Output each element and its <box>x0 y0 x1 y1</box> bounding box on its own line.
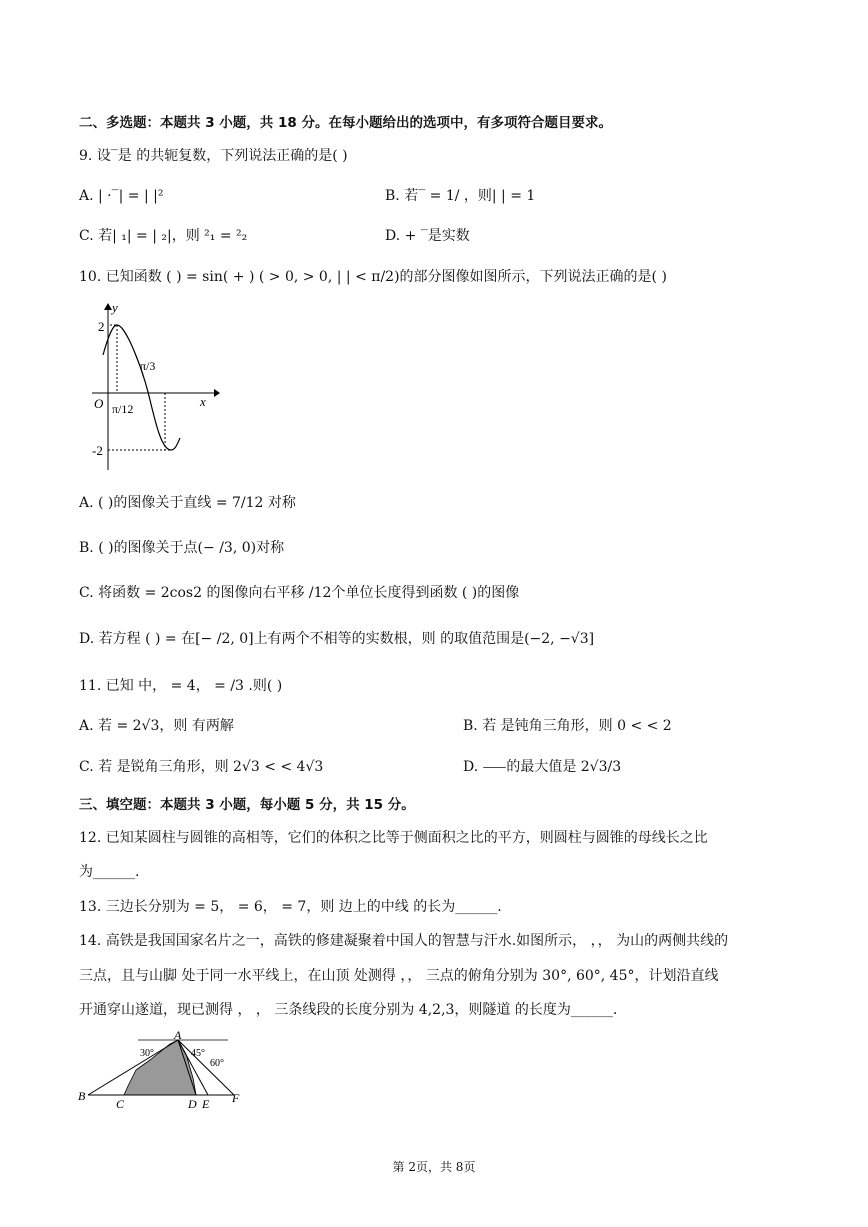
question-13-stem: 13. 三边长分别为 = 5， = 6， = 7，则 边上的中线 的长为______. <box>79 899 502 915</box>
x-axis-arrow <box>214 389 220 397</box>
point-f-label: F <box>232 1091 240 1105</box>
question-12-line-2: 为______. <box>79 864 140 880</box>
question-10-option-a: A. ( )的图像关于直线 = 7/12 对称 <box>79 495 296 511</box>
question-14-mountain-figure <box>78 1030 248 1110</box>
question-14-line-1: 14. 高铁是我国国家名片之一，高铁的修建凝聚着中国人的智慧与汗水.如图所示， ，， 为山的两侧共线的 <box>79 933 729 949</box>
point-c-label: C <box>116 1097 125 1110</box>
y-max-label: 2 <box>98 319 105 334</box>
question-11-option-b: B. 若 是钝角三角形，则 0 < < 2 <box>463 718 672 734</box>
question-14-line-3: 开通穿山遂道，现已测得 ， ， 三条线段的长度分别为 4,2,3，则隧道 的长度为______. <box>79 1002 618 1018</box>
question-11-option-a: A. 若 = 2√3，则 有两解 <box>79 718 234 734</box>
angle-60-label: 60° <box>210 1058 224 1069</box>
y-axis-label: y <box>112 300 118 315</box>
origin-label: O <box>94 396 104 411</box>
point-a-label: A <box>174 1030 182 1042</box>
question-9-option-c: C. 若| ₁| = | ₂|，则 ²₁ = ²₂ <box>79 228 248 244</box>
section-header-fill-in: 三、填空题：本题共 3 小题，每小题 5 分，共 15 分。 <box>79 797 415 813</box>
section-header-multiple-choice: 二、多选题：本题共 3 小题，共 18 分。在每小题给出的选项中，有多项符合题目要求。 <box>79 115 612 131</box>
question-11-stem: 11. 已知 中， = 4， = /3 .则( ) <box>79 678 283 694</box>
angle-45-label: 45° <box>191 1048 205 1059</box>
question-11-option-c: C. 若 是锐角三角形，则 2√3 < < 4√3 <box>79 759 324 775</box>
page-footer: 第 2页，共 8页 <box>392 1160 476 1174</box>
sine-curve <box>103 325 180 450</box>
question-9-option-a: A. | ·‾| = | |² <box>79 188 164 204</box>
point-d-label: D <box>188 1097 197 1110</box>
y-axis-arrow <box>104 303 112 310</box>
question-10-option-d: D. 若方程 ( ) = 在[− /2, 0]上有两个不相等的实数根，则 的取值范围是(−2, −√3] <box>79 631 595 647</box>
question-9-stem: 9. 设‾是 的共轭复数，下列说法正确的是( ) <box>79 148 348 164</box>
tick-pi-3-label: π/3 <box>140 359 156 373</box>
x-axis-label: x <box>200 394 206 409</box>
point-b-label: B <box>78 1089 86 1103</box>
tick-pi-12-label: π/12 <box>112 402 134 416</box>
y-min-label: -2 <box>92 443 103 458</box>
point-e-label: E <box>202 1097 210 1110</box>
question-10-sine-graph <box>88 300 220 472</box>
question-9-option-d: D. + ‾是实数 <box>385 228 470 244</box>
question-14-line-2: 三点，且与山脚 处于同一水平线上，在山顶 处测得 ，， 三点的俯角分别为 30°, 60°, 45°，计划沿直线 <box>79 968 719 984</box>
mountain-shape <box>124 1040 196 1095</box>
angle-30-label: 30° <box>140 1048 154 1059</box>
question-9-option-b: B. 若‾ = 1/ ，则| | = 1 <box>385 188 536 204</box>
question-10-stem: 10. 已知函数 ( ) = sin( + ) ( > 0, > 0, | | < π/2)的部分图像如图所示，下列说法正确的是( ) <box>79 269 667 285</box>
question-10-option-b: B. ( )的图像关于点(− /3, 0)对称 <box>79 540 285 556</box>
question-12-line-1: 12. 已知某圆柱与圆锥的高相等，它们的体积之比等于侧面积之比的平方，则圆柱与圆锥的母线长之比 <box>79 830 708 846</box>
question-11-option-d: D. ⸺的最大值是 2√3/3 <box>463 759 622 775</box>
question-10-option-c: C. 将函数 = 2cos2 的图像向右平移 /12个单位长度得到函数 ( )的图像 <box>79 585 520 601</box>
